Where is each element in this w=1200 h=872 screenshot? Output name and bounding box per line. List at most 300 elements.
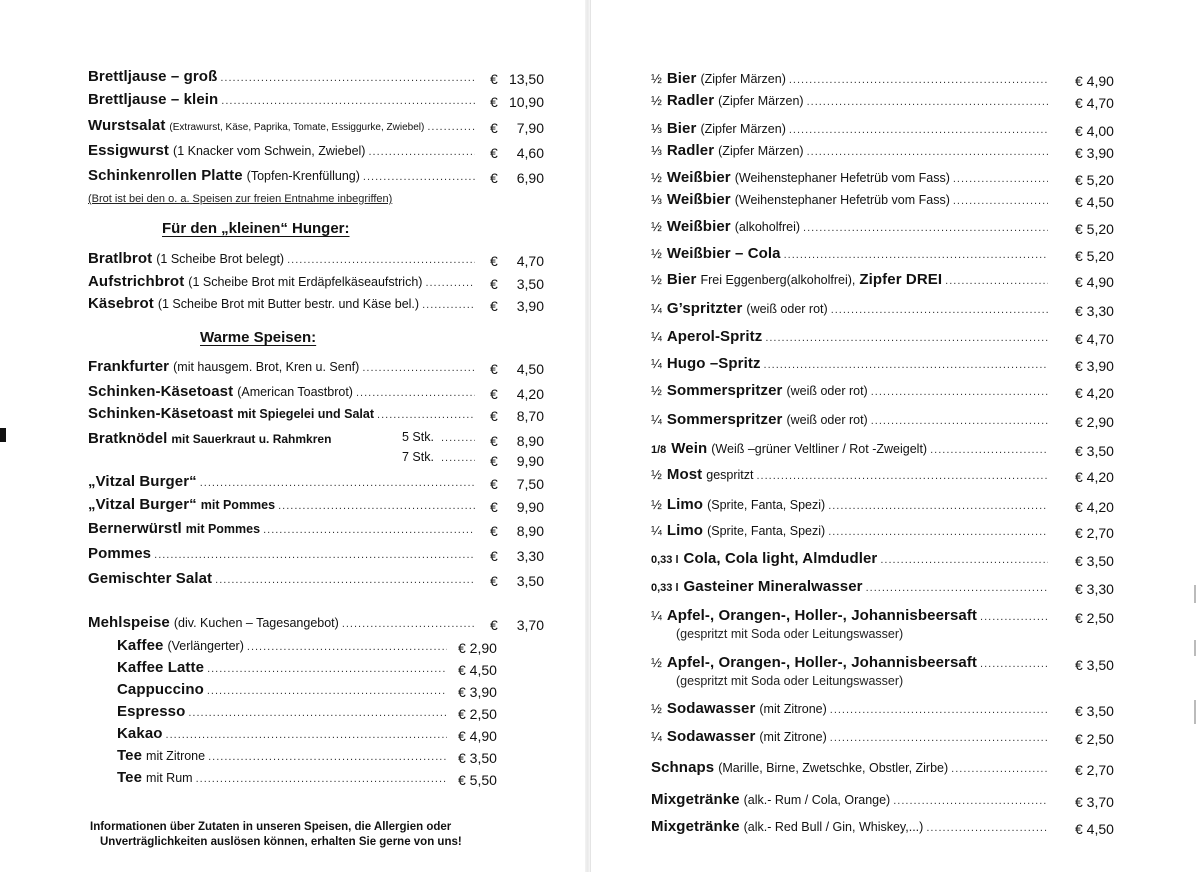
menu-item-row — [88, 250, 478, 272]
leader-dots — [926, 822, 1048, 834]
leader-dots — [208, 751, 447, 763]
item-name: Hugo –Spritz — [666, 355, 761, 372]
item-price — [490, 473, 544, 495]
drink-item-row — [651, 607, 1051, 629]
menu-item-row — [88, 570, 478, 592]
item-price: € 5,20 — [1075, 221, 1114, 237]
item-name: Kaffee — [117, 637, 164, 654]
leader-dots — [356, 387, 475, 399]
item-description: (mit hausgem. Brot, Kren u. Senf) — [173, 360, 360, 374]
price-value: 7,50 — [516, 476, 544, 492]
portion-size-row — [402, 430, 478, 452]
item-price — [490, 295, 544, 317]
item-name: Mehlspeise — [88, 614, 170, 631]
item-price: € 3,50 — [1075, 553, 1114, 569]
item-price: € 3,90 — [1075, 145, 1114, 161]
portion-size: ¼ — [651, 301, 662, 316]
item-description: (Topfen-Krenfüllung) — [246, 169, 360, 183]
leader-dots — [803, 222, 1048, 234]
portion-size: ½ — [651, 383, 662, 398]
currency-symbol: € — [490, 523, 498, 539]
leader-dots — [951, 763, 1048, 775]
price-value: 9,90 — [516, 499, 544, 515]
item-name: Weißbier — [666, 169, 731, 186]
portion-size: ½ — [651, 701, 662, 716]
item-description: (1 Knacker vom Schwein, Zwiebel) — [173, 144, 366, 158]
item-subtext: (gespritzt mit Soda oder Leitungswasser) — [676, 627, 904, 641]
item-price: € 4,70 — [1075, 95, 1114, 111]
currency-symbol: € — [490, 548, 498, 564]
item-description: (Sprite, Fanta, Spezi) — [707, 498, 826, 512]
item-description: (1 Scheibe Brot mit Erdäpfelkäseaufstrich) — [188, 275, 423, 289]
leader-dots — [828, 500, 1048, 512]
item-description: mit Pommes — [185, 522, 261, 536]
item-description: (1 Scheibe Brot belegt) — [156, 252, 285, 266]
menu-item-row — [117, 659, 450, 681]
portion-size: ⅓ — [651, 192, 662, 207]
right-menu-page — [590, 0, 1200, 872]
item-name: Käsebrot — [88, 295, 154, 312]
leader-dots — [441, 452, 475, 464]
portion-size: ¼ — [651, 608, 662, 623]
drink-item-row — [651, 169, 1051, 191]
portion-size: ½ — [651, 497, 662, 512]
item-price — [490, 545, 544, 567]
leader-dots — [757, 470, 1049, 482]
drink-item-row — [651, 142, 1051, 164]
item-price — [490, 450, 544, 472]
item-price: € 2,50 — [1075, 731, 1114, 747]
item-name: Mixgetränke — [651, 818, 740, 835]
leader-dots — [930, 444, 1048, 456]
portion-size: ⅓ — [651, 143, 662, 158]
item-price — [490, 430, 544, 452]
item-price — [490, 117, 544, 139]
currency-symbol: € — [490, 71, 498, 87]
drink-item-row — [651, 300, 1051, 322]
currency-symbol: € — [490, 120, 498, 136]
item-subtext: (gespritzt mit Soda oder Leitungswasser) — [676, 674, 904, 688]
item-name: Apfel-, Orangen-, Holler-, Johannisbeersaft — [666, 607, 978, 624]
item-name: Cappuccino — [117, 681, 204, 698]
item-price — [490, 496, 544, 518]
item-price — [490, 520, 544, 542]
item-name: Limo — [666, 496, 704, 513]
drink-item-row — [651, 818, 1051, 840]
price-value: 7,90 — [516, 120, 544, 136]
item-description: mit Sauerkraut u. Rahmkren — [171, 432, 332, 446]
item-description: (Extrawurst, Käse, Paprika, Tomate, Essiggurke, Zwiebel) — [169, 122, 425, 133]
leader-dots — [871, 386, 1048, 398]
portion-size: ¼ — [651, 729, 662, 744]
leader-dots — [764, 359, 1048, 371]
currency-symbol: € — [490, 276, 498, 292]
item-price: € 3,50 — [1075, 657, 1114, 673]
leader-dots — [953, 195, 1048, 207]
currency-symbol: € — [490, 170, 498, 186]
drink-item-row — [651, 411, 1051, 433]
leader-dots — [828, 526, 1048, 538]
item-name: „Vitzal Burger“ — [88, 496, 197, 513]
portion-size: 1/8 — [651, 444, 667, 456]
leader-dots — [287, 254, 475, 266]
menu-item-row — [88, 91, 478, 113]
item-name: Bier — [666, 271, 697, 288]
price-value: 4,20 — [516, 386, 544, 402]
portion-size: 5 Stk. — [402, 430, 434, 444]
menu-item-row — [117, 725, 450, 747]
portion-size: ½ — [651, 170, 662, 185]
price-value: 3,70 — [516, 617, 544, 633]
drink-item-row — [651, 654, 1051, 676]
drink-item-row — [651, 550, 1051, 572]
leader-dots — [377, 409, 475, 421]
item-name: Weißbier — [666, 191, 731, 208]
punch-hole-mark — [0, 428, 6, 442]
portion-size: ½ — [651, 219, 662, 234]
item-name: Bernerwürstl — [88, 520, 182, 537]
item-price: € 3,50 — [458, 750, 497, 766]
leader-dots — [154, 549, 475, 561]
menu-item-row — [117, 747, 450, 769]
price-value: 10,90 — [508, 94, 544, 110]
item-price — [490, 273, 544, 295]
currency-symbol: € — [490, 386, 498, 402]
leader-dots — [880, 554, 1048, 566]
item-name: Aperol-Spritz — [666, 328, 763, 345]
edge-mark — [1194, 700, 1196, 724]
item-name: Most — [666, 466, 703, 483]
leader-dots — [278, 500, 475, 512]
item-name: Bratknödel — [88, 430, 168, 447]
drink-item-row — [651, 522, 1051, 544]
item-name: Gemischter Salat — [88, 570, 213, 587]
item-description: (Sprite, Fanta, Spezi) — [707, 524, 826, 538]
allergy-info-line: Informationen über Zutaten in unseren Speisen, die Allergien oder — [90, 821, 452, 833]
leader-dots — [945, 275, 1048, 287]
section-heading: Für den „kleinen“ Hunger: — [162, 220, 350, 237]
leader-dots — [196, 773, 447, 785]
item-description: (Zipfer Märzen) — [718, 144, 804, 158]
leader-dots — [893, 795, 1048, 807]
leader-dots — [247, 641, 447, 653]
item-price — [490, 250, 544, 272]
menu-item-row — [117, 637, 450, 659]
item-description: (Weihenstephaner Hefetrüb vom Fass) — [734, 171, 950, 185]
leader-dots — [830, 704, 1048, 716]
item-price: € 2,50 — [458, 706, 497, 722]
menu-item-row — [88, 520, 478, 542]
leader-dots — [871, 415, 1048, 427]
currency-symbol: € — [490, 573, 498, 589]
portion-size: ⅓ — [651, 121, 662, 136]
item-description: (alk.- Rum / Cola, Orange) — [743, 793, 891, 807]
price-value: 3,50 — [516, 573, 544, 589]
leader-dots — [807, 146, 1048, 158]
item-name: Aufstrichbrot — [88, 273, 185, 290]
leader-dots — [200, 477, 475, 489]
item-price: € 3,50 — [1075, 703, 1114, 719]
item-price — [490, 167, 544, 189]
leader-dots — [342, 618, 475, 630]
item-name: Schinken-Käsetoast — [88, 383, 234, 400]
item-description: mit Spiegelei und Salat — [237, 407, 375, 421]
drink-item-row — [651, 245, 1051, 267]
item-description: (alk.- Red Bull / Gin, Whiskey,...) — [743, 820, 924, 834]
item-price: € 4,20 — [1075, 385, 1114, 401]
item-description: (div. Kuchen – Tagesangebot) — [173, 616, 339, 630]
item-price — [490, 614, 544, 636]
item-price: € 5,20 — [1075, 248, 1114, 264]
item-price: € 4,90 — [458, 728, 497, 744]
allergy-info — [90, 820, 462, 850]
leader-dots — [263, 524, 475, 536]
drink-item-row — [651, 466, 1051, 488]
leader-dots — [363, 171, 475, 183]
item-price: € 4,90 — [1075, 73, 1114, 89]
item-name: Gasteiner Mineralwasser — [683, 578, 863, 595]
menu-item-row — [88, 167, 478, 189]
item-name: Schinken-Käsetoast — [88, 405, 234, 422]
edge-mark — [1194, 585, 1196, 603]
drink-item-row — [651, 440, 1051, 462]
leader-dots — [807, 96, 1048, 108]
drink-item-row — [651, 759, 1051, 781]
currency-symbol: € — [490, 361, 498, 377]
menu-item-row — [88, 545, 478, 567]
item-name: Mixgetränke — [651, 791, 740, 808]
item-name: Cola, Cola light, Almdudler — [683, 550, 878, 567]
item-name: Frankfurter — [88, 358, 170, 375]
item-description: (weiß oder rot) — [786, 413, 868, 427]
price-value: 6,90 — [516, 170, 544, 186]
leader-dots — [953, 173, 1048, 185]
section-heading: Warme Speisen: — [200, 329, 317, 346]
leader-dots — [830, 732, 1048, 744]
leader-dots — [789, 74, 1048, 86]
leader-dots — [188, 707, 447, 719]
item-description: (weiß oder rot) — [746, 302, 828, 316]
portion-size: ½ — [651, 93, 662, 108]
price-value: 13,50 — [508, 71, 544, 87]
allergy-info-line: Unverträglichkeiten auslösen können, erhalten Sie gerne von uns! — [100, 836, 462, 848]
item-name: Bratlbrot — [88, 250, 153, 267]
portion-size: ¼ — [651, 356, 662, 371]
drink-item-row — [651, 92, 1051, 114]
leader-dots — [980, 658, 1048, 670]
leader-dots — [441, 432, 475, 444]
item-name: Essigwurst — [88, 142, 170, 159]
currency-symbol: € — [490, 145, 498, 161]
leader-dots — [765, 332, 1048, 344]
leader-dots — [427, 121, 475, 133]
item-name: Wurstsalat — [88, 117, 166, 134]
drink-item-row — [651, 382, 1051, 404]
item-description: (Verlängerter) — [167, 639, 244, 653]
portion-size: ¼ — [651, 412, 662, 427]
item-price: € 2,70 — [1075, 525, 1114, 541]
currency-symbol: € — [490, 476, 498, 492]
item-price: € 4,50 — [1075, 194, 1114, 210]
item-description: Frei Eggenberg(alkoholfrei), — [700, 273, 856, 287]
item-name: Brettljause – groß — [88, 68, 218, 85]
portion-size: ¼ — [651, 523, 662, 538]
item-name: Weißbier – Cola — [666, 245, 781, 262]
item-name: Radler — [666, 92, 715, 109]
menu-item-row — [88, 117, 478, 139]
item-price — [490, 142, 544, 164]
item-name: G’spritzter — [666, 300, 743, 317]
portion-size: ¼ — [651, 329, 662, 344]
currency-symbol: € — [490, 253, 498, 269]
portion-size: ½ — [651, 71, 662, 86]
currency-symbol: € — [490, 617, 498, 633]
leader-dots — [866, 582, 1048, 594]
item-name: Kakao — [117, 725, 163, 742]
item-price: € 2,90 — [458, 640, 497, 656]
item-name: Sodawasser — [666, 728, 756, 745]
item-description: (Weihenstephaner Hefetrüb vom Fass) — [734, 193, 950, 207]
portion-size: 0,33 l — [651, 582, 679, 594]
item-price: € 4,50 — [458, 662, 497, 678]
item-price: € 4,00 — [1075, 123, 1114, 139]
currency-symbol: € — [490, 94, 498, 110]
item-name: Weißbier — [666, 218, 731, 235]
item-description: (Zipfer Märzen) — [700, 122, 786, 136]
drink-item-row — [651, 728, 1051, 750]
portion-size: ½ — [651, 655, 662, 670]
menu-item-row — [117, 681, 450, 703]
item-description: mit Zitrone — [146, 749, 206, 763]
item-price: € 3,90 — [1075, 358, 1114, 374]
menu-item-row — [88, 68, 478, 90]
item-description: (Zipfer Märzen) — [718, 94, 804, 108]
item-name: Limo — [666, 522, 704, 539]
menu-item-row — [88, 295, 478, 317]
portion-size: 7 Stk. — [402, 450, 434, 464]
item-name: Sommerspritzer — [666, 382, 783, 399]
portion-size: ½ — [651, 246, 662, 261]
leader-dots — [215, 574, 475, 586]
item-price: € 3,90 — [458, 684, 497, 700]
item-price: € 2,70 — [1075, 762, 1114, 778]
item-price: € 2,50 — [1075, 610, 1114, 626]
item-description: (1 Scheibe Brot mit Butter bestr. und Käse bel.) — [157, 297, 420, 311]
drink-item-row — [651, 700, 1051, 722]
portion-size: 0,33 l — [651, 554, 679, 566]
edge-mark — [1194, 640, 1196, 656]
item-name: Tee — [117, 747, 143, 764]
leader-dots — [207, 685, 447, 697]
price-value: 4,60 — [516, 145, 544, 161]
item-price — [490, 358, 544, 380]
item-name: Sodawasser — [666, 700, 756, 717]
item-name: Sommerspritzer — [666, 411, 783, 428]
leader-dots — [784, 249, 1048, 261]
currency-symbol: € — [490, 408, 498, 424]
price-value: 3,90 — [516, 298, 544, 314]
drink-item-row — [651, 496, 1051, 518]
menu-note: (Brot ist bei den o. a. Speisen zur freien Entnahme inbegriffen) — [88, 193, 393, 205]
item-description: (mit Zitrone) — [759, 730, 827, 744]
item-name: Schinkenrollen Platte — [88, 167, 243, 184]
item-name: Brettljause – klein — [88, 91, 219, 108]
menu-item-row — [88, 383, 478, 405]
currency-symbol: € — [490, 499, 498, 515]
item-description: (mit Zitrone) — [759, 702, 827, 716]
leader-dots — [980, 611, 1048, 623]
item-price: € 3,50 — [1075, 443, 1114, 459]
left-menu-page — [0, 0, 585, 872]
item-description: mit Pommes — [200, 498, 276, 512]
price-value: 3,30 — [516, 548, 544, 564]
item-description: gespritzt — [706, 468, 754, 482]
menu-item-row — [88, 142, 478, 164]
portion-size: ½ — [651, 467, 662, 482]
leader-dots — [166, 729, 447, 741]
leader-dots — [207, 663, 447, 675]
menu-item-row — [88, 473, 478, 495]
item-description-highlight: Zipfer DREI — [859, 271, 943, 288]
item-price — [490, 405, 544, 427]
price-value: 4,70 — [516, 253, 544, 269]
drink-item-row — [651, 70, 1051, 92]
leader-dots — [831, 304, 1048, 316]
item-name: Schnaps — [651, 759, 715, 776]
item-name: Bier — [666, 120, 697, 137]
price-value: 4,50 — [516, 361, 544, 377]
item-name: Bier — [666, 70, 697, 87]
menu-item-row — [117, 703, 450, 725]
item-name: „Vitzal Burger“ — [88, 473, 197, 490]
drink-item-row — [651, 578, 1051, 600]
item-name: Espresso — [117, 703, 186, 720]
leader-dots — [425, 277, 475, 289]
item-description: (weiß oder rot) — [786, 384, 868, 398]
item-price — [490, 570, 544, 592]
menu-item-row — [88, 273, 478, 295]
menu-item-row — [88, 496, 478, 518]
item-description: (Marille, Birne, Zwetschke, Obstler, Zirbe) — [718, 761, 949, 775]
item-price — [490, 91, 544, 113]
item-description: (American Toastbrot) — [237, 385, 353, 399]
price-value: 8,90 — [516, 433, 544, 449]
currency-symbol: € — [490, 298, 498, 314]
drink-item-row — [651, 218, 1051, 240]
price-value: 8,90 — [516, 523, 544, 539]
currency-symbol: € — [490, 453, 498, 469]
item-name: Wein — [671, 440, 708, 457]
leader-dots — [422, 299, 475, 311]
price-value: 9,90 — [516, 453, 544, 469]
drink-item-row — [651, 355, 1051, 377]
item-description: (Weiß –grüner Veltliner / Rot -Zweigelt) — [711, 442, 928, 456]
leader-dots — [362, 362, 475, 374]
item-price: € 3,30 — [1075, 581, 1114, 597]
portion-size: ½ — [651, 272, 662, 287]
item-description: (Zipfer Märzen) — [700, 72, 786, 86]
leader-dots — [221, 95, 475, 107]
item-price: € 4,50 — [1075, 821, 1114, 837]
menu-item-row — [88, 614, 478, 636]
item-price: € 4,90 — [1075, 274, 1114, 290]
menu-item-row — [88, 405, 478, 427]
item-name: Apfel-, Orangen-, Holler-, Johannisbeersaft — [666, 654, 978, 671]
drink-item-row — [651, 120, 1051, 142]
item-price: € 3,30 — [1075, 303, 1114, 319]
drink-item-row — [651, 328, 1051, 350]
leader-dots — [368, 146, 475, 158]
